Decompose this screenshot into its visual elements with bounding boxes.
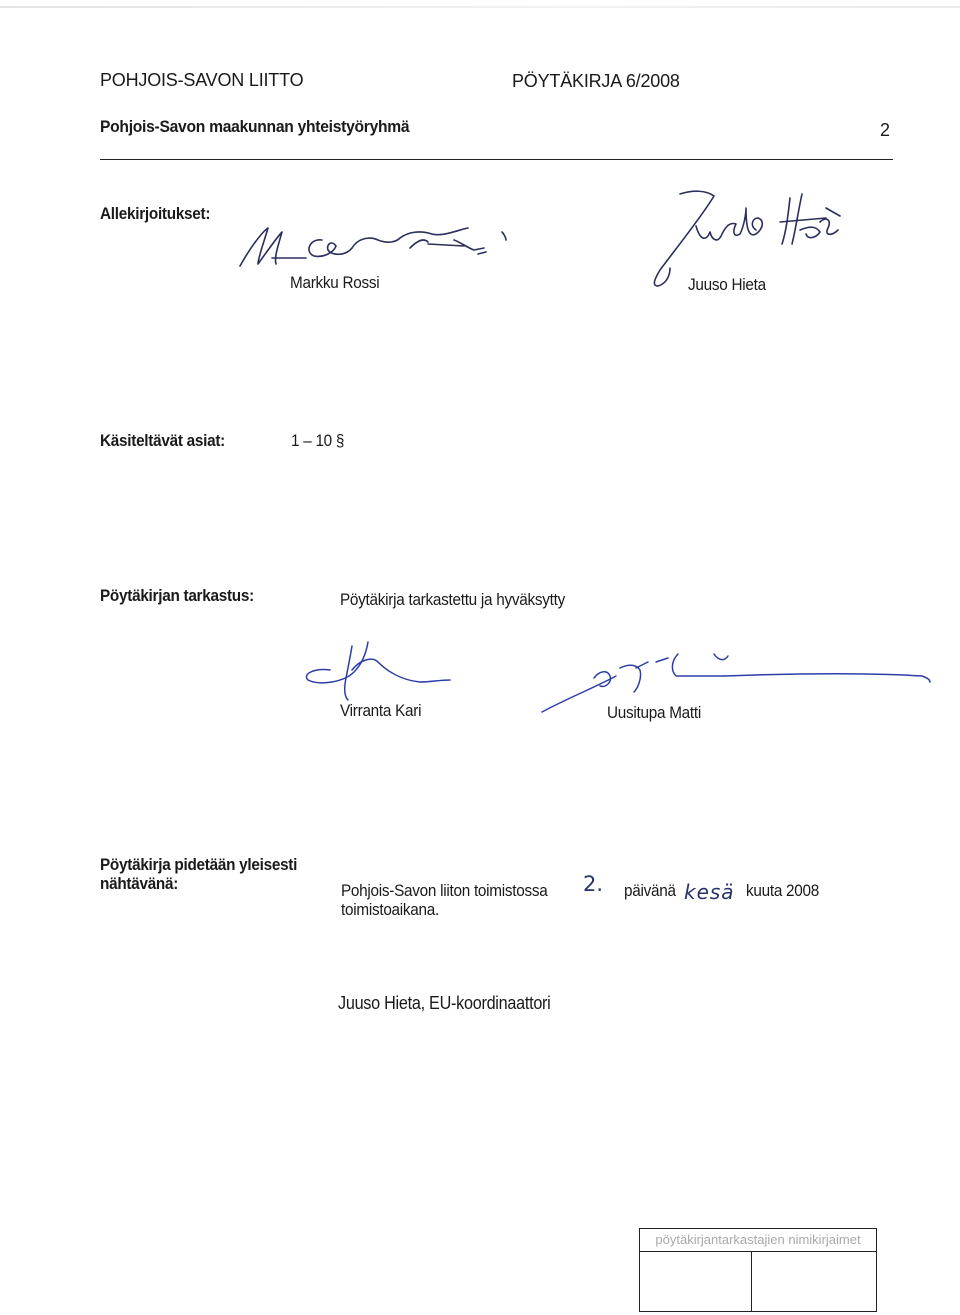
handwritten-day: 2. <box>583 872 604 896</box>
public-display-label-line-1: Pöytäkirja pidetään yleisesti <box>100 855 298 874</box>
initials-box <box>639 1228 877 1312</box>
footer-signer: Juuso Hieta, EU-koordinaattori <box>338 993 551 1013</box>
display-location: Pohjois-Savon liiton toimistossa <box>341 881 548 900</box>
header-divider <box>100 159 893 160</box>
scan-edge <box>0 6 960 8</box>
committee-name: Pohjois-Savon maakunnan yhteistyöryhmä <box>100 117 410 136</box>
display-month-year: kuuta 2008 <box>746 881 820 900</box>
organization-name: POHJOIS-SAVON LIITTO <box>100 70 304 90</box>
initials-caption: pöytäkirjantarkastajien nimikirjaimet <box>640 1229 876 1252</box>
public-display-label <box>100 855 334 893</box>
signer-1-name: Markku Rossi <box>290 273 380 292</box>
display-hours: toimistoaikana. <box>341 900 440 919</box>
page-number: 2 <box>880 120 891 140</box>
signature-markku-rossi <box>228 218 528 278</box>
signatures-label: Allekirjoitukset: <box>100 204 211 223</box>
public-display-label-line-2: nähtävänä: <box>100 874 179 893</box>
checker-2-name: Uusitupa Matti <box>607 703 702 722</box>
document-title: PÖYTÄKIRJA 6/2008 <box>512 71 680 91</box>
review-statement: Pöytäkirja tarkastettu ja hyväksytty <box>340 590 565 609</box>
review-label: Pöytäkirjan tarkastus: <box>100 586 254 605</box>
signature-virranta-kari <box>300 634 460 704</box>
signature-uusitupa-matti <box>538 640 933 716</box>
checker-1-name: Virranta Kari <box>340 701 422 720</box>
signer-2-name: Juuso Hieta <box>688 275 766 294</box>
topics-value: 1 – 10 § <box>291 431 345 450</box>
handwritten-month: kesä <box>684 880 735 904</box>
display-day-word: päivänä <box>624 881 676 900</box>
initials-cell-divider <box>751 1251 752 1312</box>
topics-label: Käsiteltävät asiat: <box>100 431 225 450</box>
